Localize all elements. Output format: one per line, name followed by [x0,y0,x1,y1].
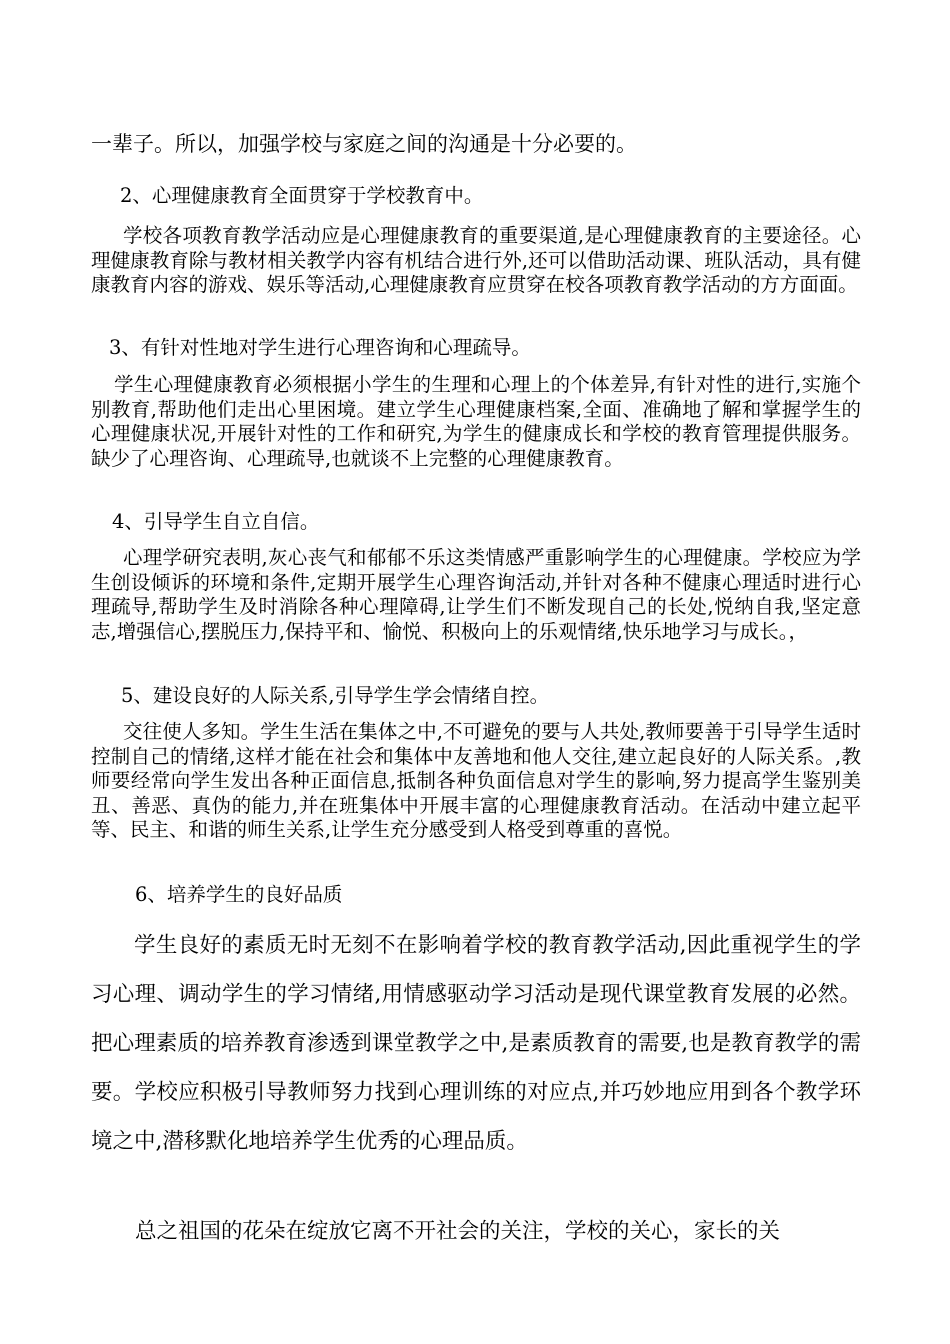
text-line-continuation: 一辈子。所以，加强学校与家庭之间的沟通是十分必要的。 [91,132,637,156]
paragraph-3: 学生心理健康教育必须根据小学生的生理和心理上的个体差异,有针对性的进行,实施个别教育,帮助他们走出心里困境。建立学生心理健康档案,全面、准确地了解和掌握学生的心理健康状况,开展针对性的工作和研究,为学生的健康成长和学校的教育管理提供服务。缺少了心理咨询、心理疏导,也就谈不上完整的心理健康教育。 [91,373,861,470]
section-heading-4: 4、引导学生自立自信。 [112,510,320,533]
section-heading-3: 3、有针对性地对学生进行心理咨询和心理疏导。 [109,336,531,359]
paragraph-2: 学校各项教育教学活动应是心理健康教育的重要渠道,是心理健康教育的主要途径。心理健康教育除与教材相关教学内容有机结合进行外,还可以借助活动课、班队活动，具有健康教育内容的游戏、娱乐等活动,心理健康教育应贯穿在校各项教育教学活动的方方面面。 [91,224,861,297]
paragraph-7-first-line: 总之祖国的花朵在绽放它离不开社会的关注，学校的关心，家长的关 [135,1219,781,1244]
paragraph-6: 学生良好的素质无时无刻不在影响着学校的教育教学活动,因此重视学生的学习心理、调动学生的学习情绪,用情感驱动学习活动是现代课堂教育发展的必然。把心理素质的培养教育渗透到课堂教学之中,是素质教育的需要,也是教育教学的需要。学校应积极引导教师努力找到心理训练的对应点,并巧妙地应用到各个教学环境之中,潜移默化地培养学生优秀的心理品质。 [91,933,861,1154]
section-heading-2: 2、心理健康教育全面贯穿于学校教育中。 [120,184,484,207]
section-heading-5: 5、建设良好的人际关系,引导学生学会情绪自控。 [121,684,550,707]
paragraph-5: 交往使人多知。学生生活在集体之中,不可避免的要与人共处,教师要善于引导学生适时控制自己的情绪,这样才能在社会和集体中友善地和他人交往,建立起良好的人际关系。,教师要经常向学生发出各种正面信息,抵制各种负面信息对学生的影响,努力提高学生鉴别美丑、善恶、真伪的能力,并在班集体中开展丰富的心理健康教育活动。在活动中建立起平等、民主、和谐的师生关系,让学生充分感受到人格受到尊重的喜悦。 [91,720,861,842]
section-heading-6: 6、培养学生的良好品质 [135,883,343,906]
paragraph-4: 心理学研究表明,灰心丧气和郁郁不乐这类情感严重影响学生的心理健康。学校应为学生创设倾诉的环境和条件,定期开展学生心理咨询活动,并针对各种不健康心理适时进行心理疏导,帮助学生及时消除各种心理障碍,让学生们不断发现自己的长处,悦纳自我,坚定意志,增强信心,摆脱压力,保持平和、愉悦、积极向上的乐观情绪,快乐地学习与成长。， [91,546,861,643]
